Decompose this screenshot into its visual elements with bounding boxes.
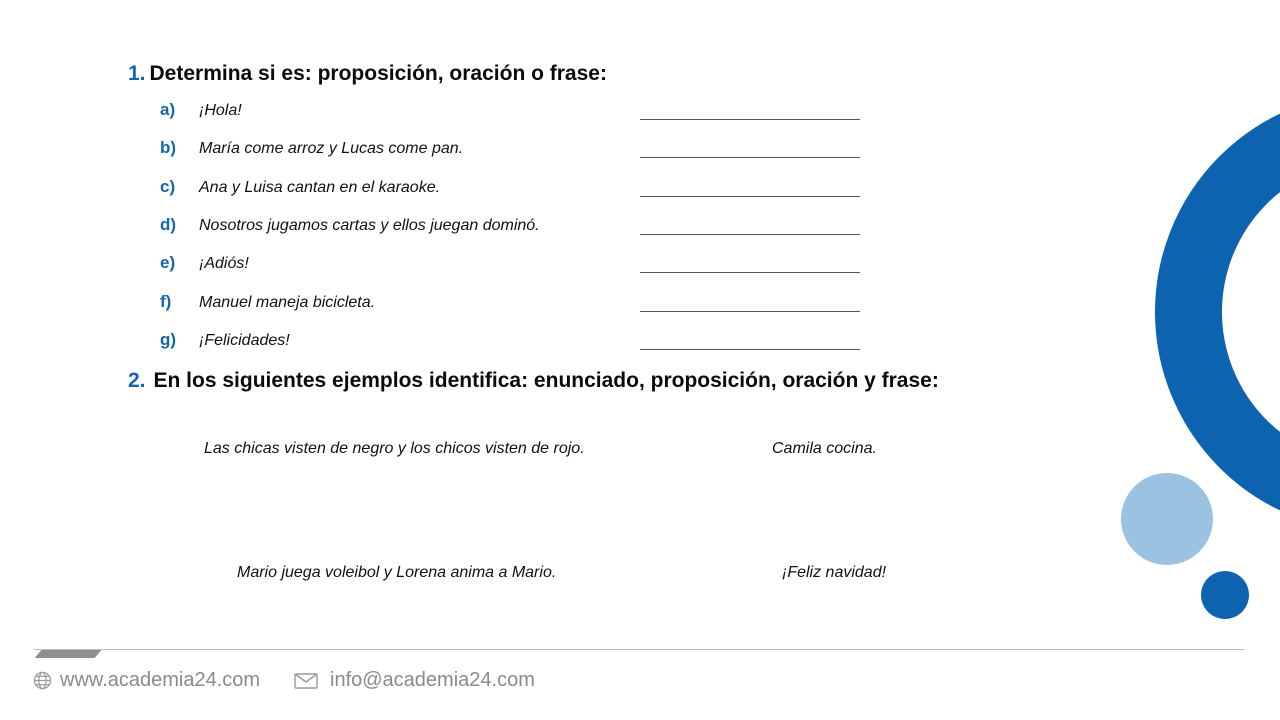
item-letter: e) xyxy=(160,253,176,272)
item-text: Manuel maneja bicicleta. xyxy=(199,294,376,311)
exercise-2-number: 2. xyxy=(128,369,146,392)
exercise-2-title: En los siguientes ejemplos identifica: enunciado, proposición, oración y frase: xyxy=(153,369,939,392)
exercise-1-item-b xyxy=(160,138,880,162)
example-sentence: ¡Feliz navidad! xyxy=(782,564,887,581)
exercise-1-item-c xyxy=(160,177,880,201)
example-sentence: Mario juega voleibol y Lorena anima a Mario. xyxy=(237,564,557,581)
exercise-1-title: Determina si es: proposición, oración o frase: xyxy=(149,62,607,85)
exercise-1-item-f xyxy=(160,292,880,316)
answer-blank[interactable] xyxy=(640,196,860,197)
footer-divider xyxy=(34,649,1244,650)
globe-icon xyxy=(33,671,52,695)
answer-blank[interactable] xyxy=(640,119,860,120)
exercise-1-item-g xyxy=(160,330,880,354)
decorative-circle-light xyxy=(1121,473,1213,565)
item-letter: f) xyxy=(160,292,172,311)
item-letter: g) xyxy=(160,330,177,349)
item-text: Ana y Luisa cantan en el karaoke. xyxy=(199,179,441,196)
item-text: ¡Adiós! xyxy=(199,255,249,272)
item-letter: b) xyxy=(160,138,177,157)
footer-email[interactable]: info@academia24.com xyxy=(330,669,535,691)
item-text: ¡Felicidades! xyxy=(199,332,290,349)
item-text: Nosotros jugamos cartas y ellos juegan dominó. xyxy=(199,217,540,234)
decorative-ring xyxy=(1155,92,1280,532)
footer-tab-accent xyxy=(35,650,102,658)
item-text: María come arroz y Lucas come pan. xyxy=(199,140,464,157)
answer-blank[interactable] xyxy=(640,157,860,158)
example-sentence: Camila cocina. xyxy=(772,440,877,457)
exercise-1-item-a xyxy=(160,100,880,124)
exercise-1-heading xyxy=(128,62,607,86)
mail-icon xyxy=(294,673,318,694)
exercise-1-number: 1. xyxy=(128,62,146,85)
decorative-circle-dark xyxy=(1201,571,1249,619)
answer-blank[interactable] xyxy=(640,234,860,235)
exercise-1-item-d xyxy=(160,215,880,239)
footer-website[interactable]: www.academia24.com xyxy=(60,669,261,691)
item-text: ¡Hola! xyxy=(199,102,242,119)
answer-blank[interactable] xyxy=(640,272,860,273)
answer-blank[interactable] xyxy=(640,349,860,350)
exercise-1-item-e xyxy=(160,253,880,277)
answer-blank[interactable] xyxy=(640,311,860,312)
item-letter: a) xyxy=(160,100,176,119)
item-letter: d) xyxy=(160,215,177,234)
exercise-2-heading xyxy=(128,369,939,393)
item-letter: c) xyxy=(160,177,176,196)
example-sentence: Las chicas visten de negro y los chicos visten de rojo. xyxy=(204,440,585,457)
